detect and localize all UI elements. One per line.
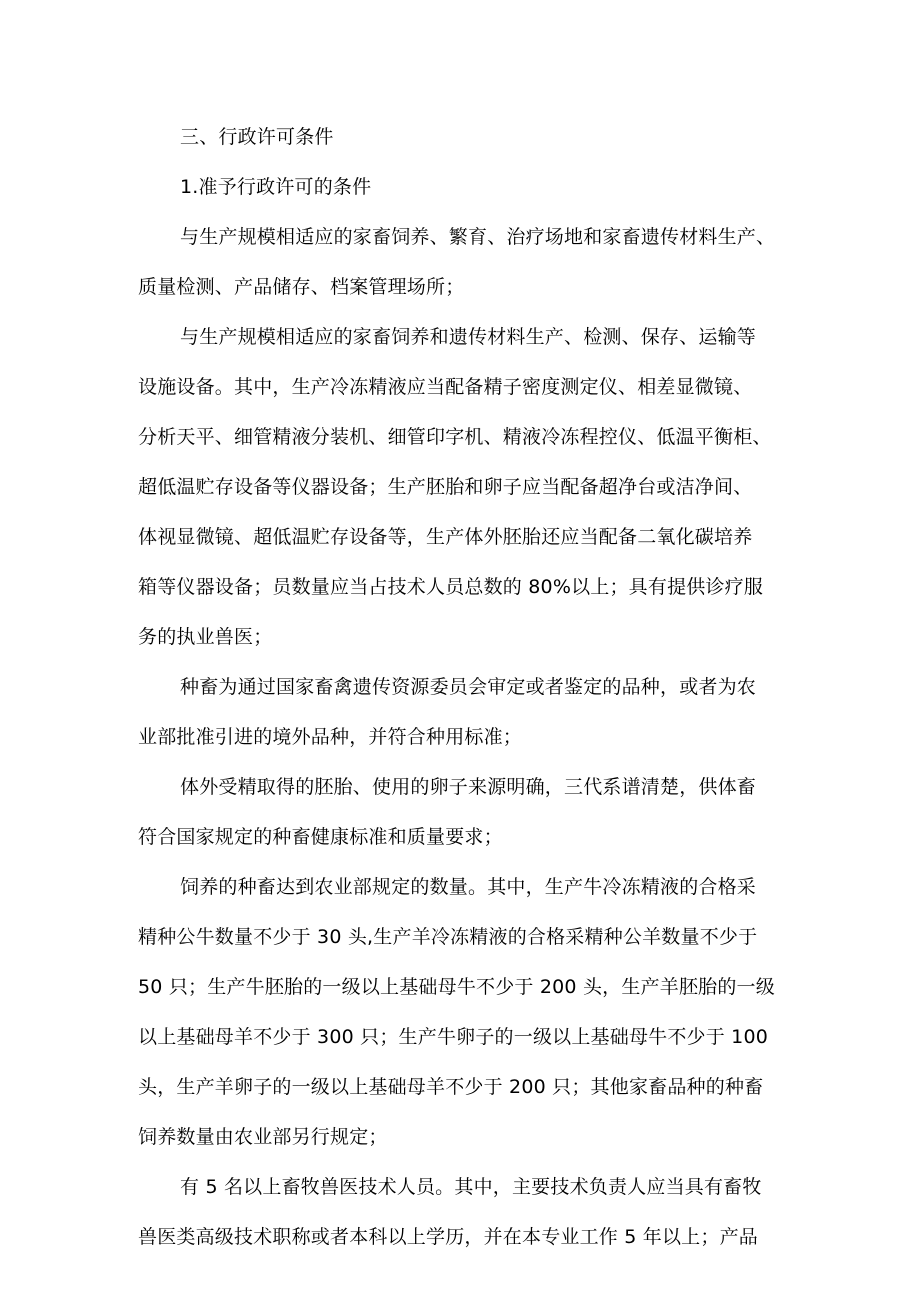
text-line: 超低温贮存设备等仪器设备；生产胚胎和卵子应当配备超净台或洁净间、 (138, 476, 753, 498)
text-line: 设施设备。其中，生产冷冻精液应当配备精子密度测定仪、相差显微镜、 (138, 376, 753, 398)
text-line: 有 5 名以上畜牧兽医技术人员。其中，主要技术负责人应当具有畜牧 (180, 1176, 762, 1198)
text-line: 饲养数量由农业部另行规定； (138, 1126, 388, 1148)
document-body (138, 112, 788, 1262)
text-line: 质量检测、产品储存、档案管理场所； (138, 276, 465, 298)
text-line: 三、行政许可条件 (180, 126, 334, 148)
text-line: 与生产规模相适应的家畜饲养、繁育、治疗场地和家畜遗传材料生产、 (180, 226, 776, 248)
text-line: 1.准予行政许可的条件 (180, 176, 372, 198)
text-line: 兽医类高级技术职称或者本科以上学历，并在本专业工作 5 年以上；产品 (138, 1226, 758, 1248)
text-line: 与生产规模相适应的家畜饲养和遗传材料生产、检测、保存、运输等 (180, 326, 757, 348)
text-line: 箱等仪器设备；员数量应当占技术人员总数的 80%以上；具有提供诊疗服 (138, 576, 764, 598)
text-line: 符合国家规定的种畜健康标准和质量要求； (138, 826, 503, 848)
text-line: 50 只；生产牛胚胎的一级以上基础母牛不少于 200 头，生产羊胚胎的一级 (138, 976, 775, 998)
text-line: 种畜为通过国家畜禽遗传资源委员会审定或者鉴定的品种，或者为农 (180, 676, 757, 698)
text-line: 以上基础母羊不少于 300 只；生产牛卵子的一级以上基础母牛不少于 100 (138, 1026, 769, 1048)
text-line: 分析天平、细管精液分装机、细管印字机、精液冷冻程控仪、低温平衡柜、 (138, 426, 772, 448)
text-line: 业部批准引进的境外品种，并符合种用标准； (138, 726, 523, 748)
text-line: 体视显微镜、超低温贮存设备等，生产体外胚胎还应当配备二氧化碳培养 (138, 526, 753, 548)
text-line: 头，生产羊卵子的一级以上基础母羊不少于 200 只；其他家畜品种的种畜 (138, 1076, 764, 1098)
text-line: 精种公牛数量不少于 30 头,生产羊冷冻精液的合格采精种公羊数量不少于 (138, 926, 758, 948)
text-line: 务的执业兽医； (138, 626, 273, 648)
text-line: 饲养的种畜达到农业部规定的数量。其中，生产牛冷冻精液的合格采 (180, 876, 757, 898)
text-line: 体外受精取得的胚胎、使用的卵子来源明确，三代系谱清楚，供体畜 (180, 776, 757, 798)
